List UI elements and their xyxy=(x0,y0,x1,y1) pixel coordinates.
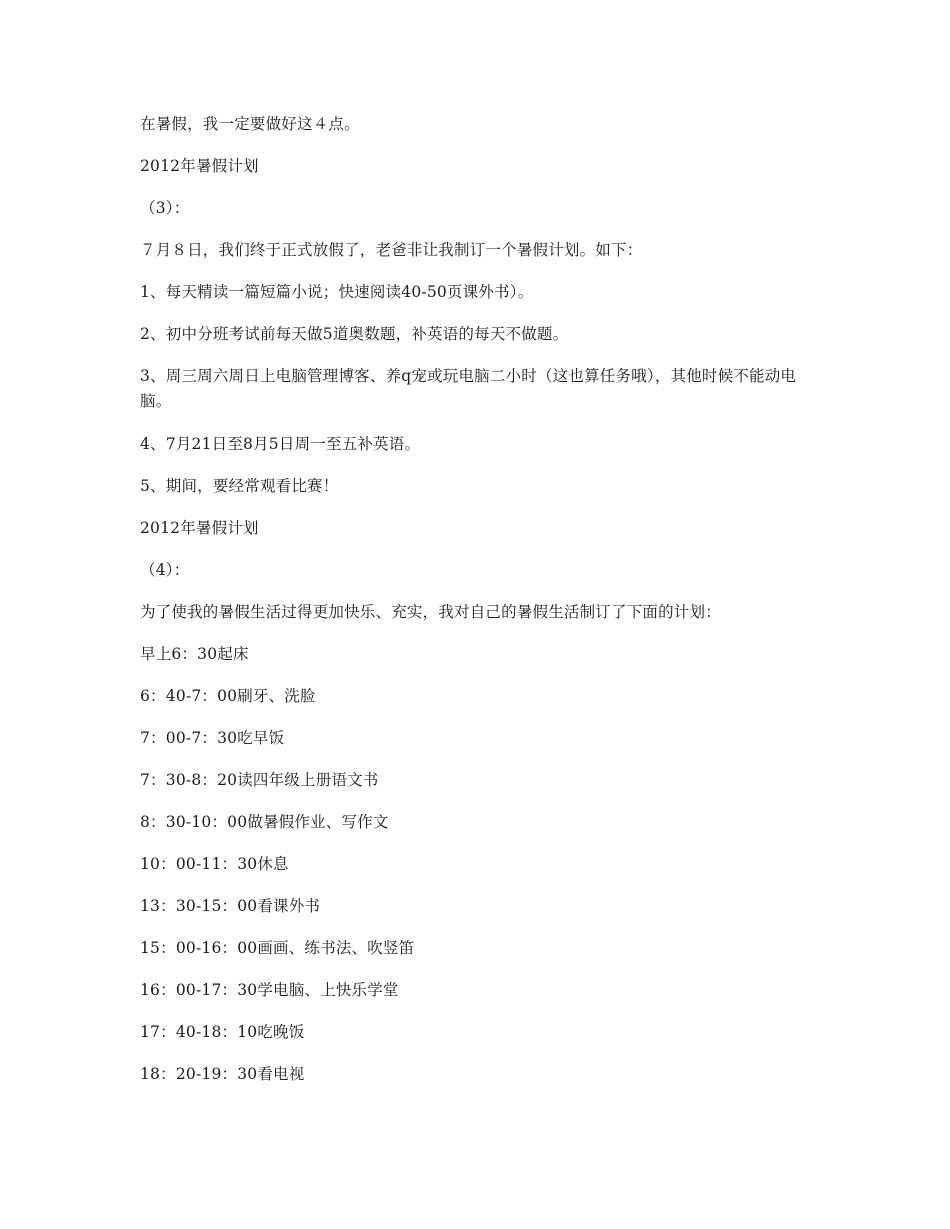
schedule-item: 16：00-17：30学电脑、上快乐学堂 xyxy=(140,981,399,999)
schedule-item: 18：20-19：30看电视 xyxy=(140,1065,305,1083)
schedule-item: 17：40-18：10吃晚饭 xyxy=(140,1023,305,1041)
schedule-item: 6：40-7：00刷牙、洗脸 xyxy=(140,687,316,705)
paragraph: 在暑假，我一定要做好这４点。 xyxy=(140,115,360,133)
paragraph: ７月８日，我们终于正式放假了，老爸非让我制订一个暑假计划。如下： xyxy=(140,241,643,259)
list-item: 5、期间，要经常观看比赛！ xyxy=(140,477,339,495)
list-item: 4、7月21日至8月5日周一至五补英语。 xyxy=(140,435,421,453)
section-number: （4）： xyxy=(140,561,190,579)
list-item: 1、每天精读一篇短篇小说；快速阅读40-50页课外书）。 xyxy=(140,283,534,301)
schedule-item: 早上6：30起床 xyxy=(140,645,249,663)
section-title: 2012年暑假计划 xyxy=(140,519,259,537)
schedule-item: 7：30-8：20读四年级上册语文书 xyxy=(140,771,379,789)
schedule-item: 15：00-16：00画画、练书法、吹竖笛 xyxy=(140,939,415,957)
schedule-item: 7：00-7：30吃早饭 xyxy=(140,729,285,747)
list-item: 3、周三周六周日上电脑管理博客、养q宠或玩电脑二小时（这也算任务哦），其他时候不能动电脑。 xyxy=(140,367,797,410)
section-title: 2012年暑假计划 xyxy=(140,157,259,175)
schedule-item: 8：30-10：00做暑假作业、写作文 xyxy=(140,813,389,831)
schedule-item: 10：00-11：30休息 xyxy=(140,855,289,873)
section-number: （3）： xyxy=(140,199,190,217)
list-item: 2、初中分班考试前每天做5道奥数题，补英语的每天不做题。 xyxy=(140,325,569,343)
document-body xyxy=(140,112,810,1104)
schedule-item: 13：30-15：00看课外书 xyxy=(140,897,321,915)
paragraph: 为了使我的暑假生活过得更加快乐、充实，我对自己的暑假生活制订了下面的计划： xyxy=(140,603,721,621)
